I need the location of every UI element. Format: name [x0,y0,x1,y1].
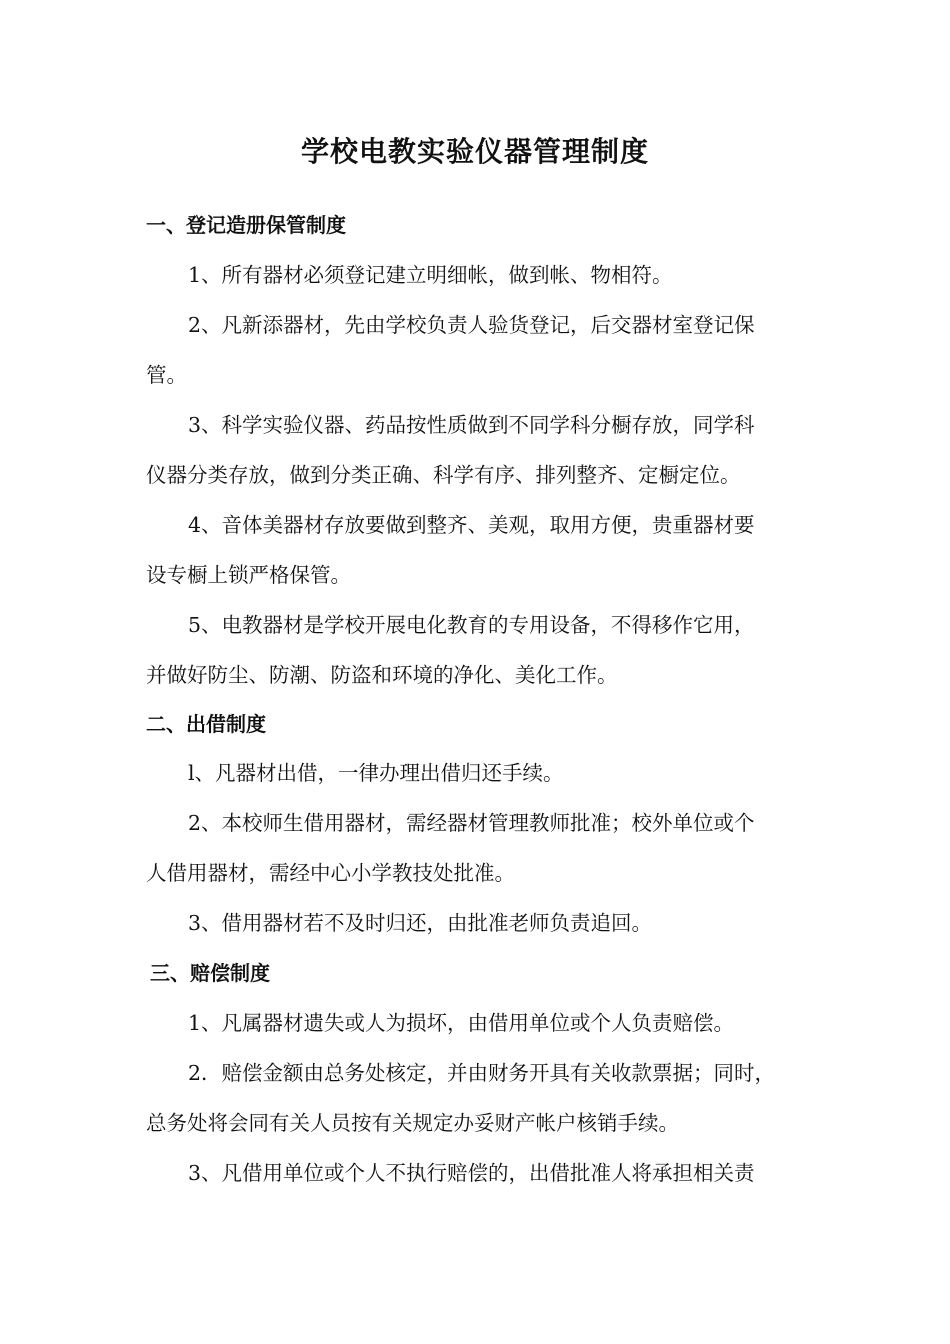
paragraph-line: 2．赔偿金额由总务处核定，并由财务开具有关收款票据；同时， [188,1061,776,1085]
paragraph-line: 3、科学实验仪器、药品按性质做到不同学科分橱存放，同学科 [188,413,755,437]
paragraph-line: 总务处将会同有关人员按有关规定办妥财产帐户核销手续。 [146,1111,679,1135]
section-heading-compensation: 三、赔偿制度 [150,961,270,985]
paragraph-line: 1、所有器材必须登记建立明细帐，做到帐、物相符。 [188,263,673,287]
paragraph-line: 管。 [146,363,187,387]
paragraph-line: l、凡器材出借，一律办理出借归还手续。 [188,761,564,785]
paragraph-line: 2、本校师生借用器材，需经器材管理教师批准；校外单位或个 [188,811,755,835]
paragraph-line: 2、凡新添器材，先由学校负责人验货登记，后交器材室登记保 [188,313,755,337]
section-heading-registration: 一、登记造册保管制度 [146,213,346,237]
paragraph-line: 3、凡借用单位或个人不执行赔偿的，出借批准人将承担相关责 [188,1161,755,1185]
paragraph-line: 设专橱上锁严格保管。 [146,563,351,587]
paragraph-line: 仪器分类存放，做到分类正确、科学有序、排列整齐、定橱定位。 [146,463,741,487]
paragraph-line: 1、凡属器材遗失或人为损坏，由借用单位或个人负责赔偿。 [188,1011,735,1035]
paragraph-line: 4、音体美器材存放要做到整齐、美观，取用方便，贵重器材要 [188,513,755,537]
paragraph-line: 3、借用器材若不及时归还，由批准老师负责追回。 [188,911,653,935]
paragraph-line: 5、电教器材是学校开展电化教育的专用设备，不得移作它用， [188,613,755,637]
section-heading-lending: 二、出借制度 [146,712,266,736]
document-title: 学校电教实验仪器管理制度 [300,135,649,168]
paragraph-line: 并做好防尘、防潮、防盗和环境的净化、美化工作。 [146,663,618,687]
paragraph-line: 人借用器材，需经中心小学教技处批准。 [146,861,515,885]
